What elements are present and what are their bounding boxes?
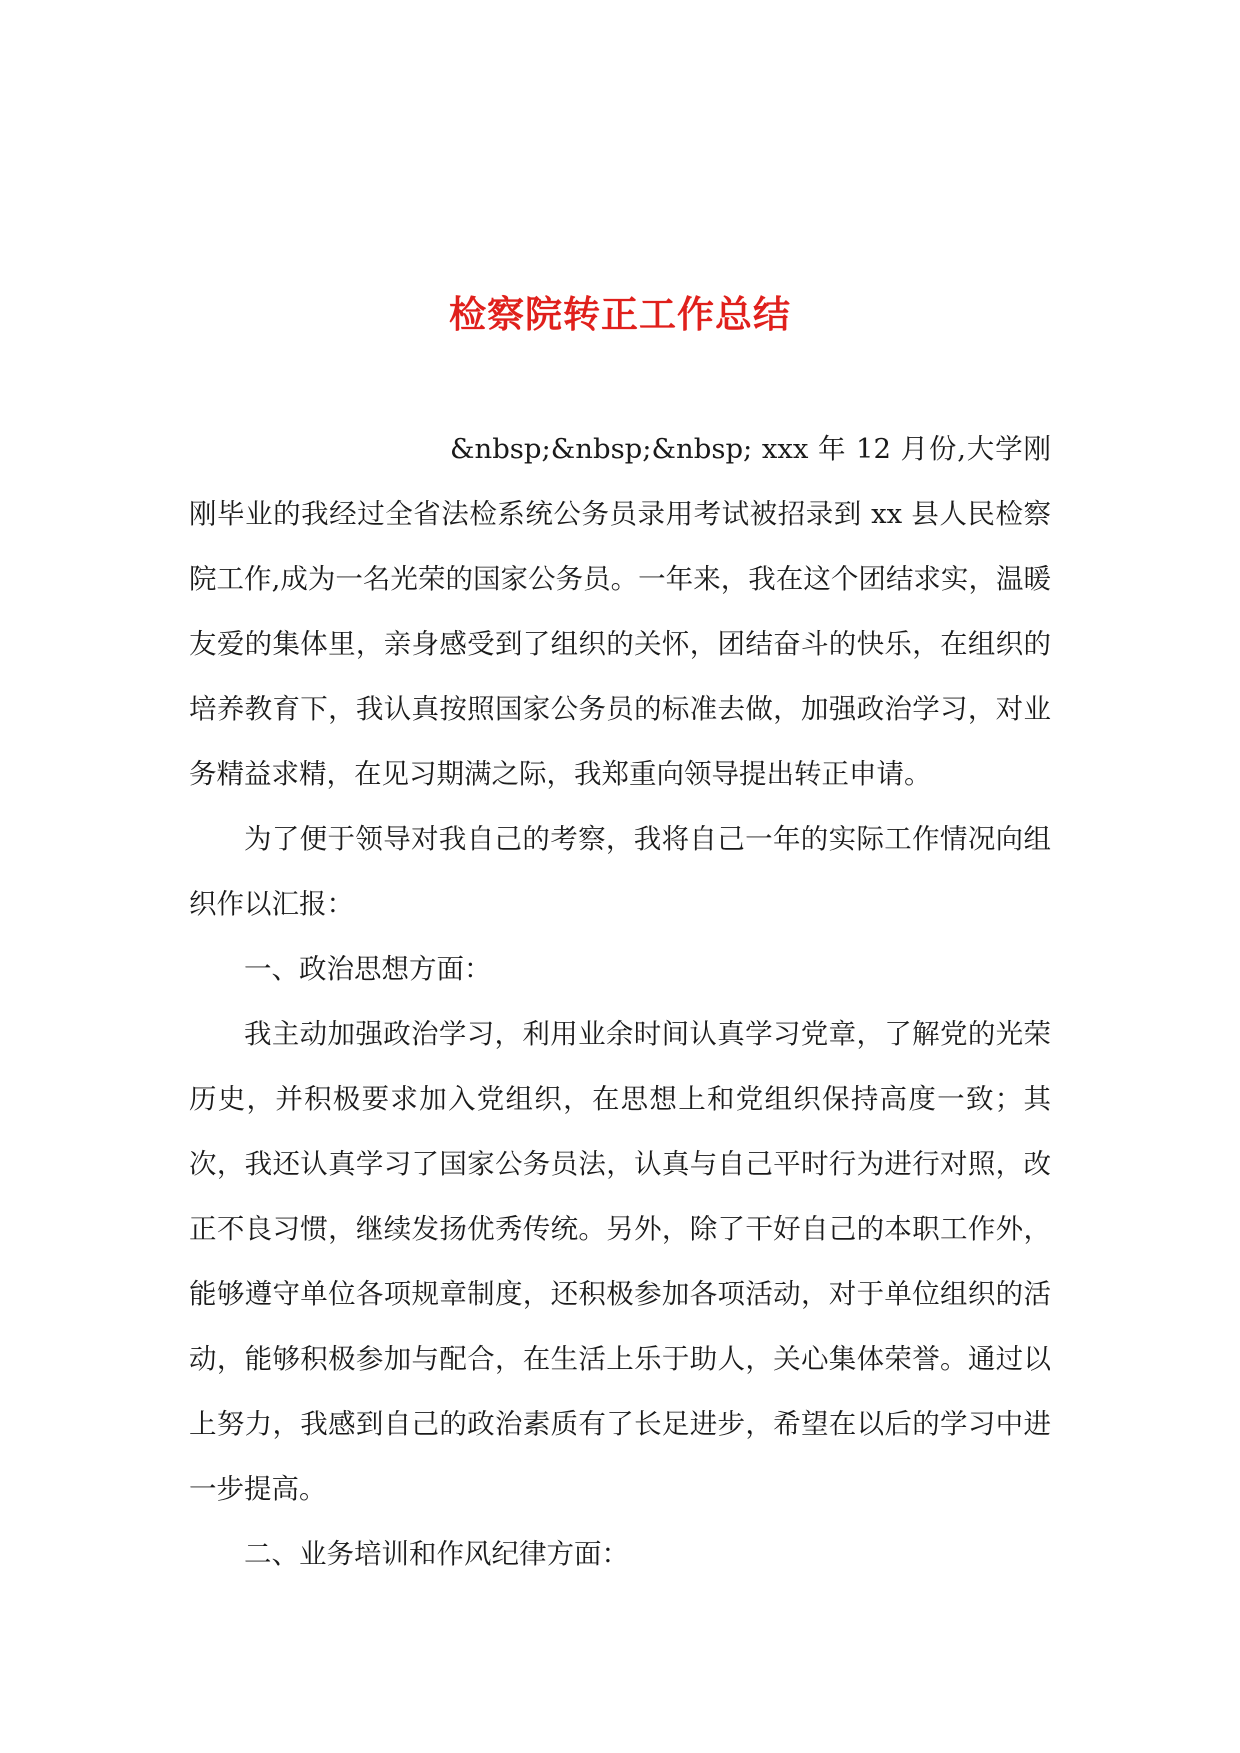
- section-heading-political: 一、政治思想方面：: [244, 953, 492, 985]
- paragraph-intro: &nbsp;&nbsp;&nbsp; xxx 年 12 月份,大学刚刚毕业的我经过全省法检系统公务员录用考试被招录到 xx 县人民检察院工作,成为一名光荣的国家公务员。一年来，我在这个团结求实，温暖友爱的集体里，亲身感受到了组织的关怀，团结奋斗的快乐，在组织的培养教育下，我认真按照国家公务员的标准去做，加强政治学习，对业务精益求精，在见习期满之际，我郑重向领导提出转正申请。: [189, 433, 1051, 790]
- document-body: [189, 417, 1051, 1587]
- document-title: 检察院转正工作总结: [449, 292, 791, 336]
- section-heading-training: 二、业务培训和作风纪律方面：: [244, 1538, 629, 1570]
- paragraph-report-lead: 为了便于领导对我自己的考察，我将自己一年的实际工作情况向组织作以汇报：: [189, 823, 1051, 920]
- paragraph-political: 我主动加强政治学习，利用业余时间认真学习党章，了解党的光荣历史，并积极要求加入党组织，在思想上和党组织保持高度一致；其次，我还认真学习了国家公务员法，认真与自己平时行为进行对照，改正不良习惯，继续发扬优秀传统。另外，除了干好自己的本职工作外，能够遵守单位各项规章制度，还积极参加各项活动，对于单位组织的活动，能够积极参加与配合，在生活上乐于助人，关心集体荣誉。通过以上努力，我感到自己的政治素质有了长足进步，希望在以后的学习中进一步提高。: [189, 1018, 1051, 1505]
